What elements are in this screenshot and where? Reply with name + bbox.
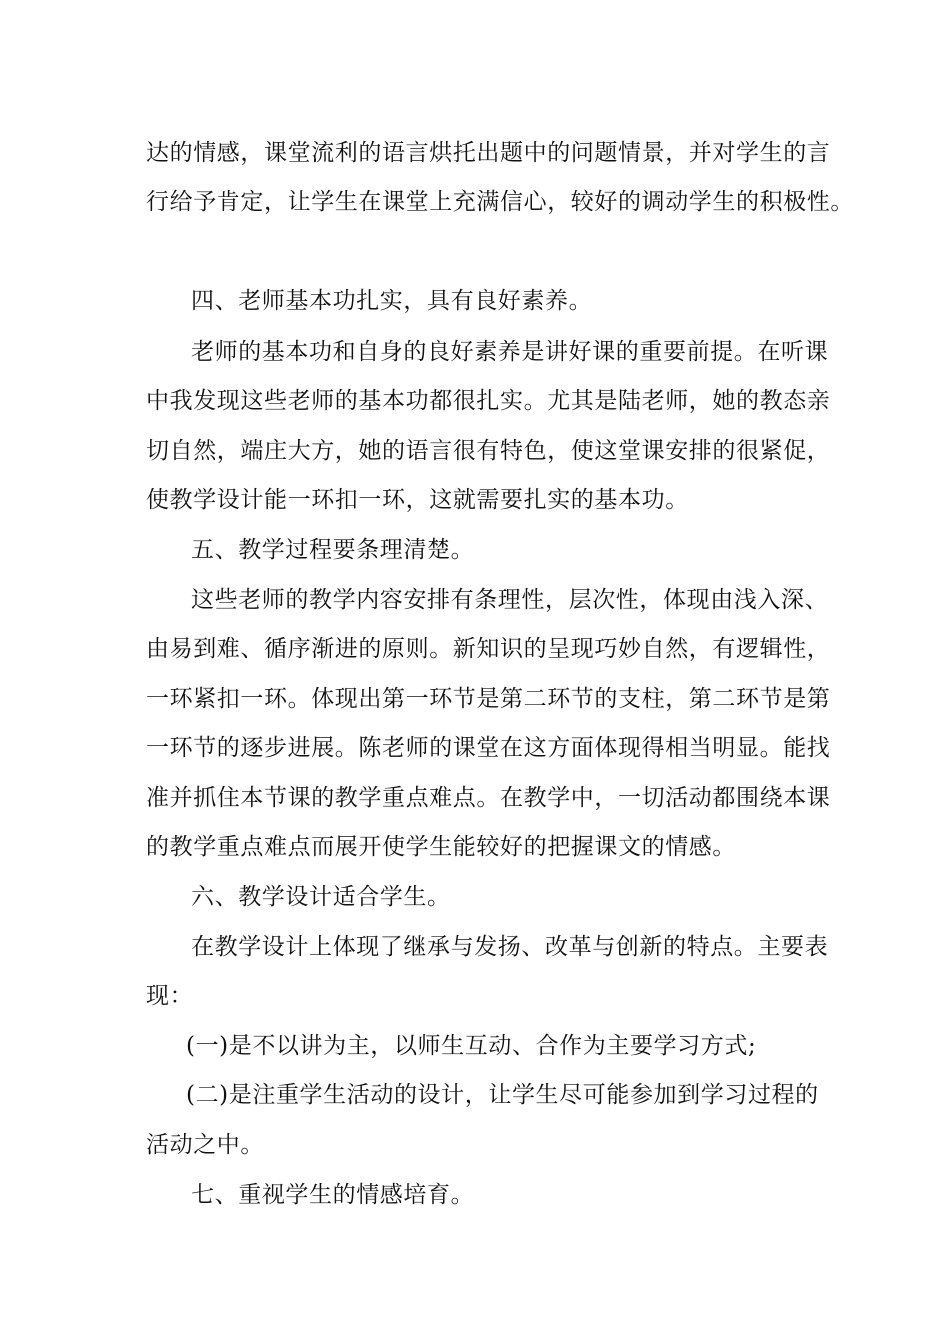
section-heading-5: 五、教学过程要条理清楚。 [191,537,475,563]
section-heading-4: 四、老师基本功扎实，具有良好素养。 [191,288,593,314]
paragraph-line: 一环节的逐步进展。陈老师的课堂在这方面体现得相当明显。能找 [146,735,831,761]
paragraph-line: 中我发现这些老师的基本功都很扎实。尤其是陆老师，她的教态亲 [146,388,831,414]
list-item-2: (二)是注重学生活动的设计，让学生尽可能参加到学习过程的 [186,1082,819,1108]
paragraph-line: 使教学设计能一环扣一环，这就需要扎实的基本功。 [146,487,689,513]
paragraph-line: 由易到难、循序渐进的原则。新知识的呈现巧妙自然，有逻辑性， [146,636,831,662]
paragraph-line: 在教学设计上体现了继承与发扬、改革与创新的特点。主要表 [191,934,829,960]
paragraph-line: 这些老师的教学内容安排有条理性，层次性，体现由浅入深、 [191,587,829,613]
paragraph-line: 活动之中。 [146,1132,264,1158]
list-item-1: (一)是不以讲为主，以师生互动、合作为主要学习方式; [186,1033,757,1059]
paragraph-line: 老师的基本功和自身的良好素养是讲好课的重要前提。在听课 [191,339,829,365]
paragraph-line: 一环紧扣一环。体现出第一环节是第二环节的支柱，第二环节是第 [146,686,831,712]
paragraph-line: 行给予肯定，让学生在课堂上充满信心，较好的调动学生的积极性。 [146,189,854,215]
paragraph-line: 准并抓住本节课的教学重点难点。在教学中，一切活动都围绕本课 [146,785,831,811]
paragraph-line: 的教学重点难点而展开使学生能较好的把握课文的情感。 [146,834,736,860]
paragraph-line: 切自然，端庄大方，她的语言很有特色，使这堂课安排的很紧促， [146,438,831,464]
paragraph-line: 达的情感，课堂流利的语言烘托出题中的问题情景，并对学生的言 [146,140,831,166]
paragraph-line: 现： [146,983,194,1009]
section-heading-7: 七、重视学生的情感培育。 [191,1182,475,1208]
section-heading-6: 六、教学设计适合学生。 [191,884,451,910]
